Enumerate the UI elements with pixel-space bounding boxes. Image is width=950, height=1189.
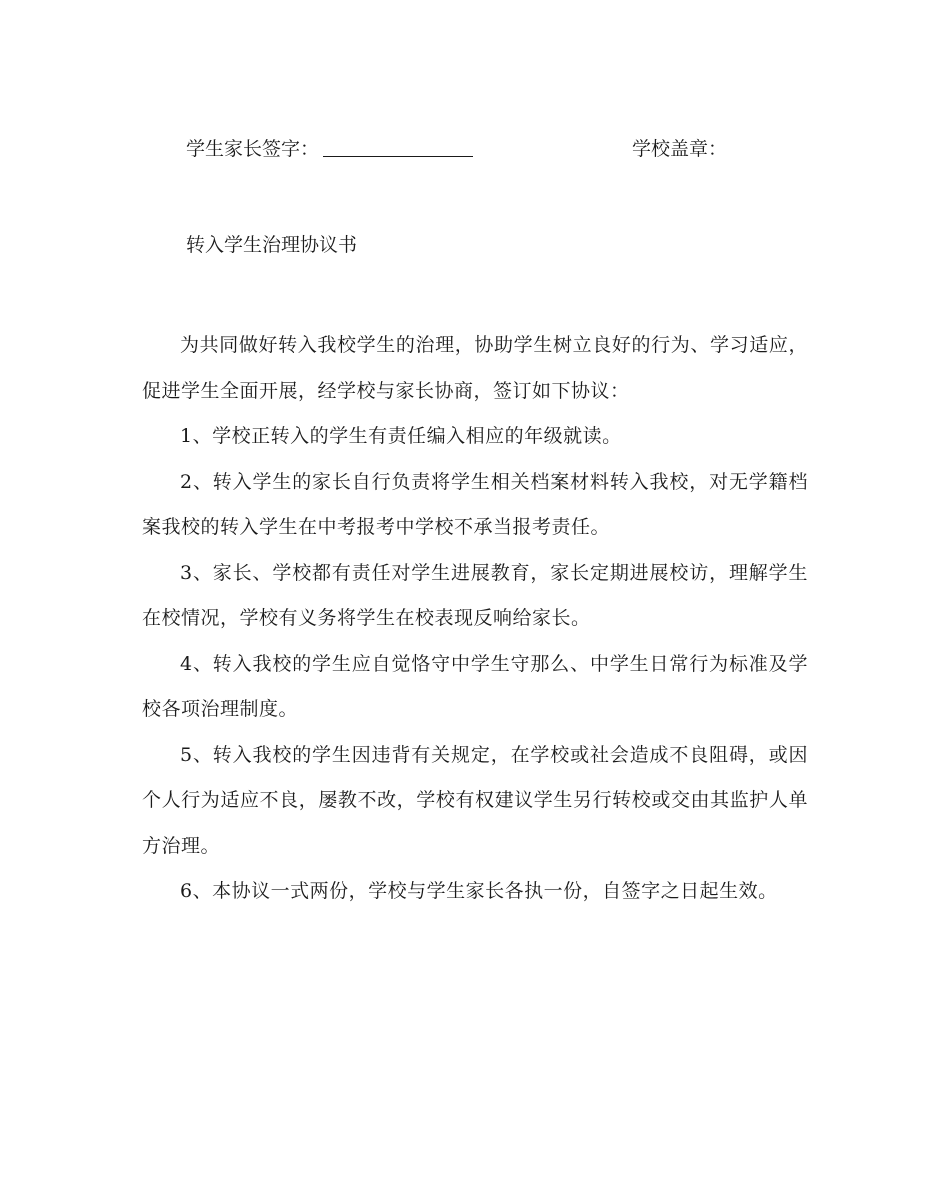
document-title: 转入学生治理协议书 xyxy=(186,234,358,256)
school-seal-label: 学校盖章： xyxy=(632,138,728,160)
clause-1: 1、学校正转入的学生有责任编入相应的年级就读。 xyxy=(180,425,622,447)
clause-6: 6、本协议一式两份，学校与学生家长各执一份，自签字之日起生效。 xyxy=(180,880,778,902)
clause-3: 3、家长、学校都有责任对学生进展教育，家长定期进展校访，理解学生在校情况，学校有义务将学生在校表现反响给家长。 xyxy=(142,561,808,629)
clause-4: 4、转入我校的学生应自觉恪守中学生守那么、中学生日常行为标准及学校各项治理制度。 xyxy=(142,652,808,720)
parent-signature-label: 学生家长签字： xyxy=(186,138,320,160)
clause-2: 2、转入学生的家长自行负责将学生相关档案材料转入我校，对无学籍档案我校的转入学生在中考报考中学校不承当报考责任。 xyxy=(142,470,808,538)
clause-5: 5、转入我校的学生因违背有关规定，在学校或社会造成不良阻碍，或因个人行为适应不良，屡教不改，学校有权建议学生另行转校或交由其监护人单方治理。 xyxy=(142,743,808,857)
intro-paragraph: 为共同做好转入我校学生的治理，协助学生树立良好的行为、学习适应，促进学生全面开展，经学校与家长协商，签订如下协议： xyxy=(142,334,808,402)
school-seal xyxy=(632,133,727,165)
parent-signature-line xyxy=(323,134,473,157)
signature-row xyxy=(0,133,950,165)
agreement-body xyxy=(142,323,808,915)
parent-signature xyxy=(186,133,473,165)
